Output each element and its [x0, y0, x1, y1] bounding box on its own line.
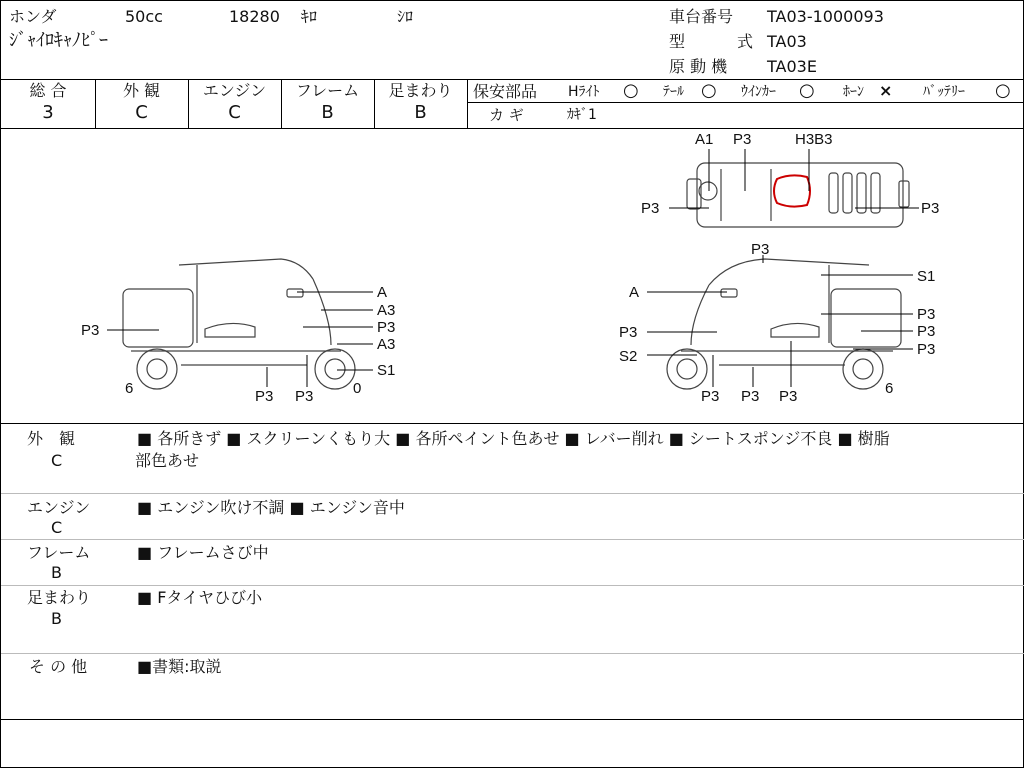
- diagram-label: P3: [917, 341, 936, 358]
- diagram-label: P3: [733, 131, 752, 148]
- mileage: 18280: [229, 7, 280, 26]
- safety-mark-horn: ×: [879, 81, 893, 100]
- grade-header-exterior: 外 観: [122, 81, 161, 100]
- grade-value-overall: 3: [42, 102, 54, 123]
- safety-item-winker: ｳｲﾝｶｰ: [741, 84, 776, 100]
- grade-value-frame: B: [321, 102, 334, 123]
- diagram-label: P3: [81, 322, 100, 339]
- diagram-label: P3: [255, 388, 274, 405]
- diagram-label: S1: [917, 268, 936, 285]
- diagram-label: P3: [641, 200, 660, 217]
- safety-mark-headlight: ○: [623, 80, 639, 101]
- diagram-label: P3: [619, 324, 638, 341]
- diagram-label: P3: [751, 241, 770, 258]
- grade-header-overall: 総 合: [29, 81, 67, 100]
- note-label-frame: フレーム: [27, 543, 91, 562]
- note-text-exterior-cont: 部色あせ: [135, 451, 200, 470]
- diagram-label: A1: [695, 131, 714, 148]
- diagram-label: S2: [619, 348, 638, 365]
- safety-item-headlight: Hﾗｲﾄ: [568, 84, 600, 100]
- grade-header-frame: フレーム: [295, 81, 360, 100]
- damage-diagram: [1, 129, 1024, 423]
- diagram-label: P3: [779, 388, 798, 405]
- displacement: 50cc: [125, 7, 163, 26]
- maker: ホンダ: [9, 7, 57, 26]
- divider: [467, 79, 468, 128]
- color: ｼﾛ: [397, 7, 414, 26]
- top-view-drawing: [687, 163, 909, 227]
- safety-mark-battery: ○: [995, 80, 1011, 101]
- type-value: TA03: [767, 32, 807, 51]
- divider: [1, 585, 1024, 586]
- grade-header-suspension: 足まわり: [388, 81, 453, 100]
- chassis-label: 車台番号: [669, 7, 734, 26]
- divider: [467, 102, 1024, 103]
- note-label-engine: エンジン: [27, 498, 91, 517]
- diagram-label: P3: [377, 319, 396, 336]
- engine-label: 原 動 機: [669, 57, 728, 76]
- grade-value-engine: C: [228, 102, 241, 123]
- safety-item-horn: ﾎｰﾝ: [843, 84, 864, 100]
- safety-mark-tail: ○: [701, 80, 717, 101]
- diagram-label: P3: [917, 323, 936, 340]
- safety-mark-winker: ○: [799, 80, 815, 101]
- key-label: カ ギ: [489, 106, 524, 124]
- note-label-suspension: 足まわり: [27, 588, 92, 607]
- model-name: ｼﾞｬｲﾛｷｬﾉﾋﾟｰ: [9, 30, 108, 51]
- safety-item-battery: ﾊﾞｯﾃﾘｰ: [923, 84, 965, 100]
- diagram-label: 6: [125, 380, 134, 397]
- left-view-drawing: [123, 259, 355, 389]
- diagram-label: P3: [921, 200, 940, 217]
- safety-item-tail: ﾃｰﾙ: [663, 84, 684, 100]
- grade-header-engine: エンジン: [202, 81, 267, 100]
- diagram-label: H3B3: [795, 131, 833, 148]
- divider: [1, 423, 1024, 424]
- safety-label: 保安部品: [473, 82, 538, 101]
- divider: [1, 539, 1024, 540]
- chassis-value: TA03-1000093: [767, 7, 884, 26]
- note-text-other: ■書類:取説: [137, 657, 222, 676]
- divider: [1, 79, 1024, 80]
- diagram-label: S1: [377, 362, 396, 379]
- type-label-2: 式: [737, 32, 754, 51]
- grade-value-suspension: B: [414, 102, 427, 123]
- note-label-other: そ の 他: [29, 657, 88, 676]
- engine-value: TA03E: [767, 57, 817, 76]
- divider: [1, 653, 1024, 654]
- diagram-label: A3: [377, 302, 396, 319]
- note-text-frame: ■ フレームさび中: [137, 543, 269, 562]
- grade-value-exterior: C: [135, 102, 148, 123]
- diagram-label: P3: [701, 388, 720, 405]
- key-value: ｶｷﾞ1: [567, 107, 597, 123]
- diagram-label: A3: [377, 336, 396, 353]
- note-grade-engine: C: [51, 518, 63, 537]
- diagram-label: A: [377, 284, 388, 301]
- divider: [1, 493, 1024, 494]
- diagram-label: P3: [917, 306, 936, 323]
- left-view-leaders: [107, 292, 373, 387]
- right-view-drawing: [667, 259, 901, 389]
- note-label-exterior: 外 観: [27, 429, 76, 448]
- diagram-label: 6: [885, 380, 894, 397]
- diagram-label: 0: [353, 380, 362, 397]
- note-grade-suspension: B: [51, 609, 62, 628]
- diagram-label: P3: [295, 388, 314, 405]
- note-text-engine: ■ エンジン吹け不調 ■ エンジン音中: [137, 498, 405, 517]
- note-grade-exterior: C: [51, 451, 63, 470]
- type-label-1: 型: [669, 32, 686, 51]
- divider: [1, 719, 1024, 720]
- note-text-suspension: ■ Fタイヤひび小: [137, 588, 263, 607]
- note-text-exterior: ■ 各所きず ■ スクリーンくもり大 ■ 各所ペイント色あせ ■ レバー削れ ■ シートスポンジ不良 ■ 樹脂: [137, 429, 890, 448]
- top-view-leaders: [669, 149, 919, 208]
- mileage-unit: ｷﾛ: [301, 7, 318, 26]
- diagram-label: P3: [741, 388, 760, 405]
- note-grade-frame: B: [51, 563, 62, 582]
- diagram-label: A: [629, 284, 640, 301]
